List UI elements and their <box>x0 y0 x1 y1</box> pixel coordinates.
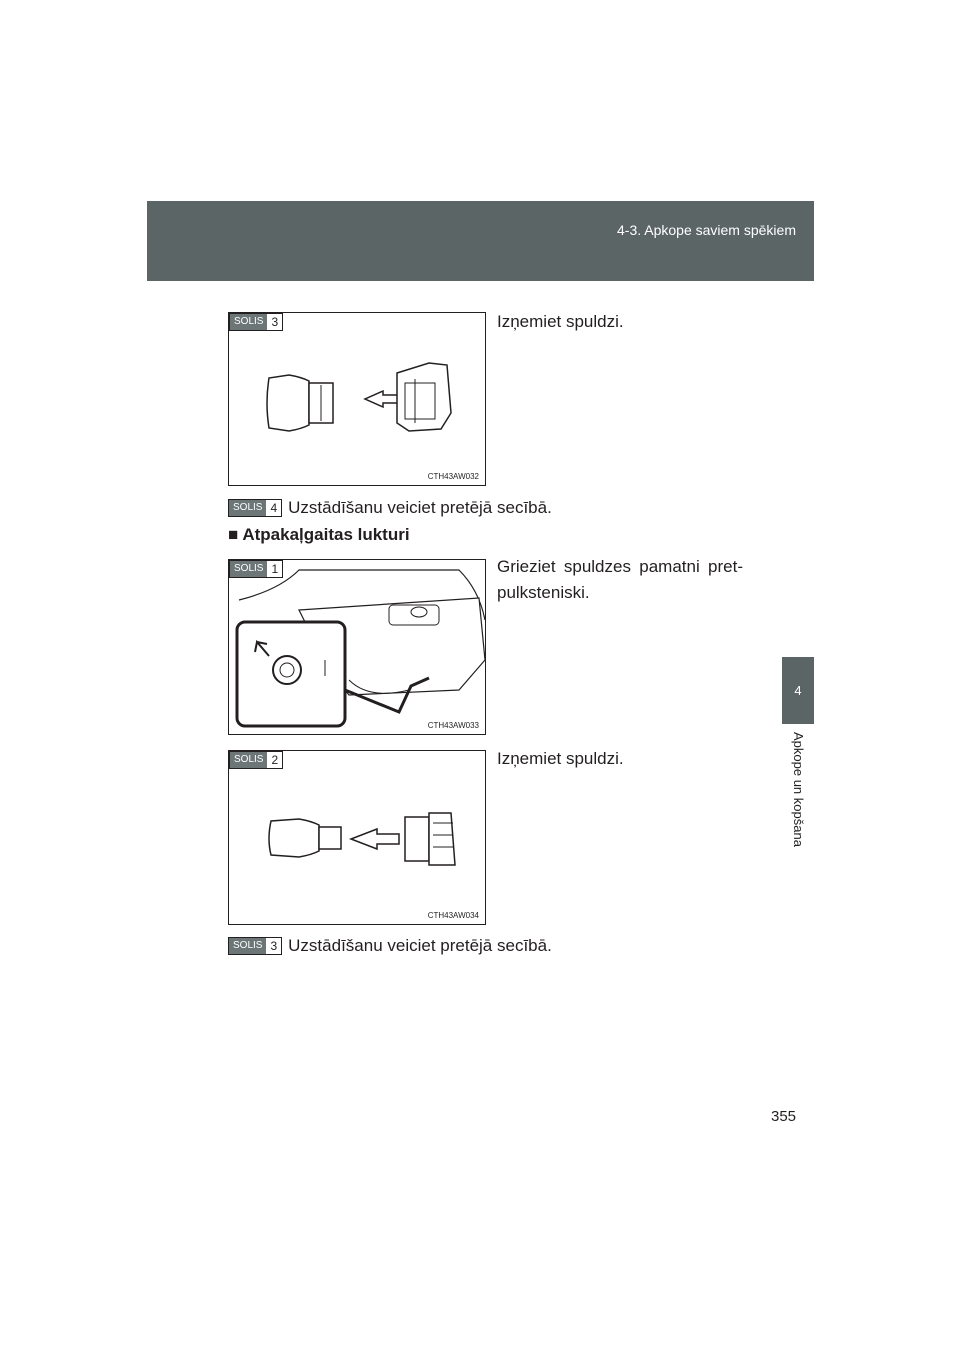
step-text: Uzstādīšanu veiciet pretējā secībā. <box>288 936 552 955</box>
step-badge: SOLIS 1 <box>229 560 283 578</box>
car-rear-illustration <box>229 560 485 734</box>
figure-remove-bulb-2 <box>228 750 486 925</box>
bulb-removal-illustration <box>229 751 485 924</box>
step-text: Uzstādīšanu veiciet pretējā secībā. <box>288 498 552 517</box>
step-badge: SOLIS 2 <box>229 751 283 769</box>
figure-code: CTH43AW032 <box>427 472 479 481</box>
step-badge: SOLIS 3 <box>229 313 283 331</box>
figure-rotate-socket <box>228 559 486 735</box>
chapter-tab[interactable]: 4 <box>782 657 814 724</box>
caption-3: Izņemiet spuldzi. <box>497 749 624 768</box>
step-badge: SOLIS 4 <box>228 499 282 517</box>
step-badge: SOLIS 3 <box>228 937 282 955</box>
section-heading: ■ Atpakaļgaitas lukturi <box>228 525 410 544</box>
figure-code: CTH43AW034 <box>427 911 479 920</box>
step-row <box>228 936 552 956</box>
chapter-title: Apkope un kopšana <box>791 732 806 847</box>
page-header <box>147 201 814 281</box>
figure-remove-bulb-1 <box>228 312 486 486</box>
section-title: 4-3. Apkope saviem spēkiem <box>617 222 796 238</box>
caption-2: Grieziet spuldzes pamatni pret-pulksteniski. <box>497 557 743 602</box>
step-row <box>228 498 552 518</box>
page-number: 355 <box>771 1108 797 1125</box>
bulb-removal-illustration <box>229 313 485 485</box>
caption-1: Izņemiet spuldzi. <box>497 312 624 331</box>
figure-code: CTH43AW033 <box>427 721 479 730</box>
